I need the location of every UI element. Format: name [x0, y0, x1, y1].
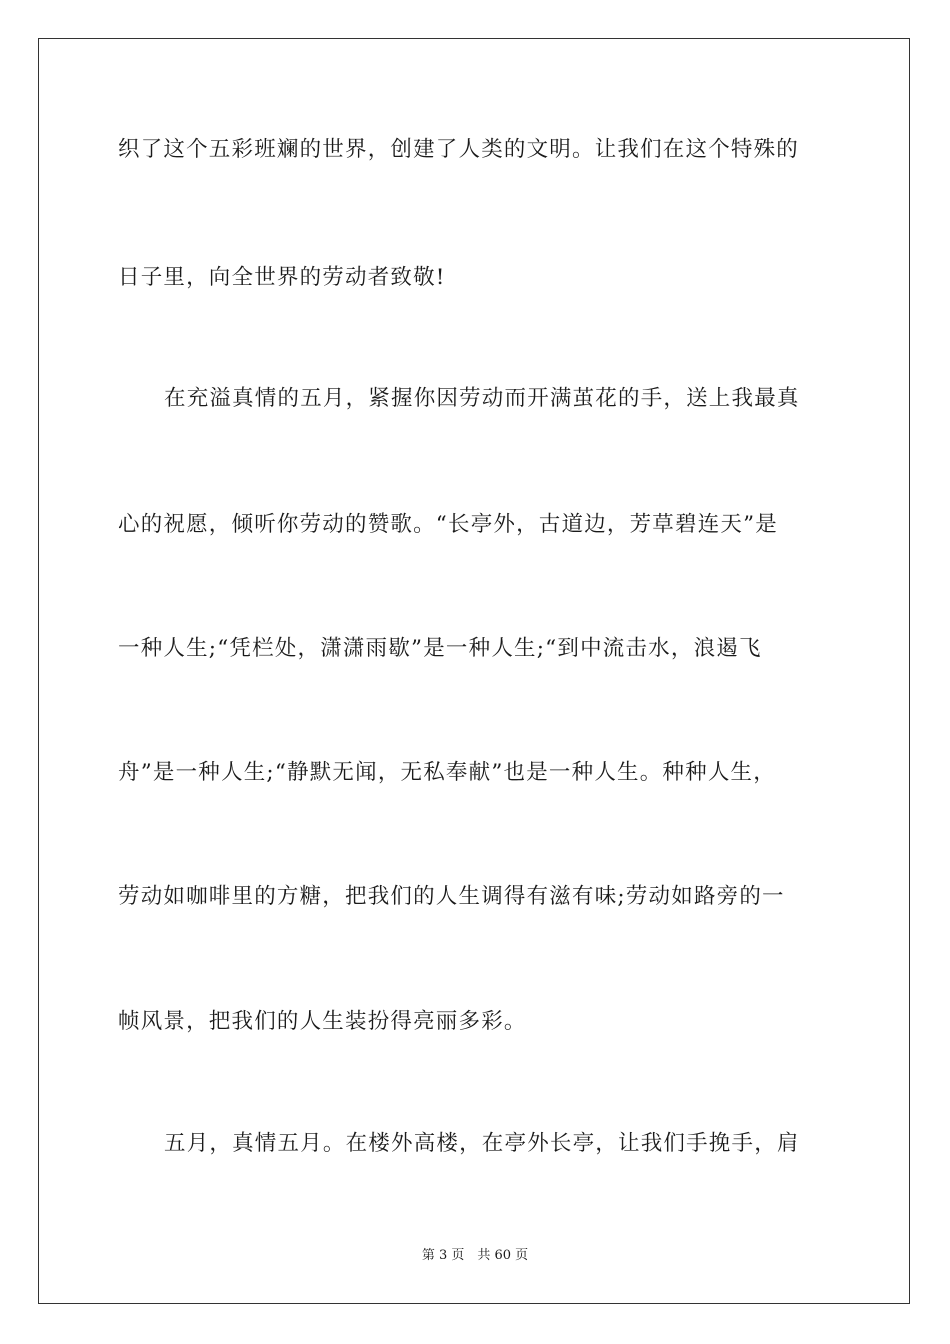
page-border [38, 38, 910, 1304]
text-line-7: 劳动如咖啡里的方糖，把我们的人生调得有滋有味;劳动如路旁的一 [118, 884, 785, 909]
text-line-2: 日子里，向全世界的劳动者致敬! [118, 265, 446, 290]
text-line-9: 五月，真情五月。在楼外高楼，在亭外长亭，让我们手挽手，肩 [164, 1131, 800, 1156]
text-line-6: 舟”是一种人生;“静默无闻，无私奉献”也是一种人生。种种人生， [118, 760, 776, 785]
text-line-3: 在充溢真情的五月，紧握你因劳动而开满茧花的手，送上我最真 [164, 386, 800, 411]
text-line-5: 一种人生;“凭栏处，潇潇雨歇”是一种人生;“到中流击水，浪遏飞 [118, 636, 762, 661]
page-number-footer: 第 3 页 共 60 页 [421, 1248, 529, 1263]
text-line-1: 织了这个五彩班斓的世界，创建了人类的文明。让我们在这个特殊的 [118, 137, 800, 162]
text-line-8: 帧风景，把我们的人生装扮得亮丽多彩。 [118, 1009, 527, 1034]
text-line-4: 心的祝愿，倾听你劳动的赞歌。“长亭外，古道边，芳草碧连天”是 [118, 512, 778, 537]
